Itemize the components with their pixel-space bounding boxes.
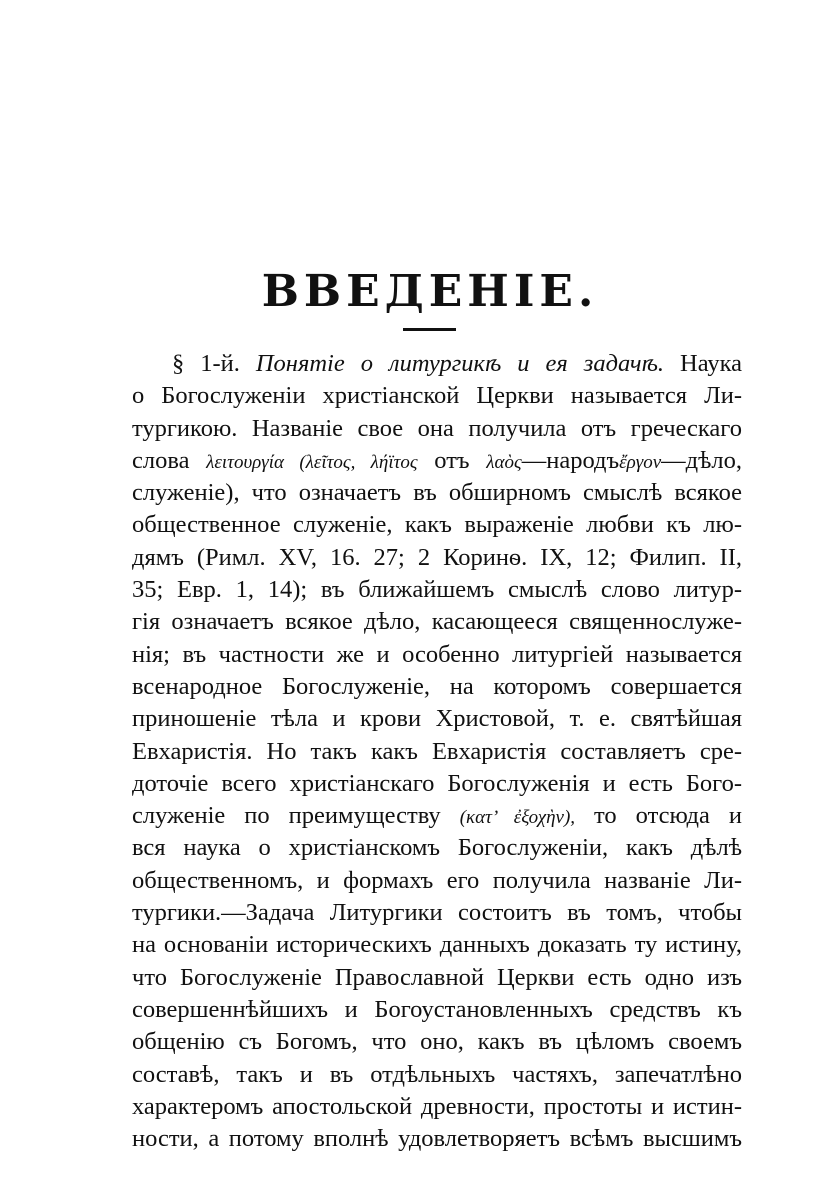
line-fragment: Наука [680, 350, 743, 377]
text-line: ности, а потому вполнѣ удовлетворяетъ всѣмъ высшимъ [132, 1125, 742, 1153]
text-line: общенію съ Богомъ, что оно, какъ въ цѣломъ своемъ [132, 1028, 742, 1056]
text-line: 35; Евр. 1, 14); въ ближайшемъ смыслѣ слово литур- [132, 576, 742, 604]
text-line: доточіе всего христіанскаго Богослуженія и есть Бого- [132, 769, 742, 797]
text-line [132, 445, 742, 477]
text-line: о Богослуженіи христіанской Церкви называется Ли- [132, 382, 742, 410]
greek-term: (κατ’ ἐξοχὴν), [459, 807, 576, 829]
text-line: совершеннѣйшихъ и Богоустановленныхъ средствъ къ [132, 995, 742, 1023]
greek-term: λαὸς [486, 451, 522, 473]
text-line [132, 348, 742, 380]
text-line: тургикою. Названіе свое она получила отъ греческаго [132, 414, 742, 442]
text-line: служеніе), что означаетъ въ обширномъ смыслѣ всякое [132, 479, 742, 507]
text-line: всенародное Богослуженіе, на которомъ совершается [132, 672, 742, 700]
text-line: общественномъ, и формахъ его получила названіе Ли- [132, 866, 742, 894]
text-line: характеромъ апостольской древности, простоты и истин- [132, 1092, 742, 1120]
line-fragment: отъ [434, 446, 470, 474]
text-line: Евхаристія. Но такъ какъ Евхаристія составляетъ сре- [132, 737, 742, 765]
title-divider [403, 328, 456, 331]
line-fragment: слова [132, 446, 190, 474]
text-line: на основаніи историческихъ данныхъ доказать ту истину, [132, 931, 742, 959]
text-line: что Богослуженіе Православной Церкви есть одно изъ [132, 963, 742, 991]
text-line: дямъ (Римл. XV, 16. 27; 2 Коринѳ. IX, 12; Филип. II, [132, 543, 742, 571]
text-line: составѣ, такъ и въ отдѣльныхъ частяхъ, запечатлѣно [132, 1060, 742, 1088]
text-line: тургики.—Задача Литургики состоитъ въ томъ, чтобы [132, 899, 742, 927]
chapter-title: ВВЕДЕНІЕ. [261, 266, 599, 317]
text-line: общественное служеніе, какъ выраженіе любви къ лю- [132, 511, 742, 539]
text-line [132, 800, 742, 832]
greek-term: ἔργον [619, 451, 662, 473]
line-fragment: то отсюда и [594, 802, 743, 830]
section-number: § 1-й. [172, 350, 240, 377]
section-title: Понятіе о литургикѣ и ея задачѣ. [255, 350, 665, 377]
line-fragment: служеніе по преимуществу [132, 802, 441, 830]
text-line: вся наука о христіанскомъ Богослуженіи, какъ дѣлѣ [132, 834, 742, 862]
greek-term: λειτουργία (λεῖτος, λήϊτος [206, 451, 418, 473]
line-fragment: —дѣло, [661, 446, 743, 474]
text-line: нія; въ частности же и особенно литургіей называется [132, 640, 742, 668]
text-line: гія означаетъ всякое дѣло, касающееся священнослуже- [132, 608, 742, 636]
line-fragment: —народъ [521, 446, 620, 474]
text-line: приношеніе тѣла и крови Христовой, т. е. святѣйшая [132, 705, 742, 733]
body-paragraph [132, 348, 742, 1155]
